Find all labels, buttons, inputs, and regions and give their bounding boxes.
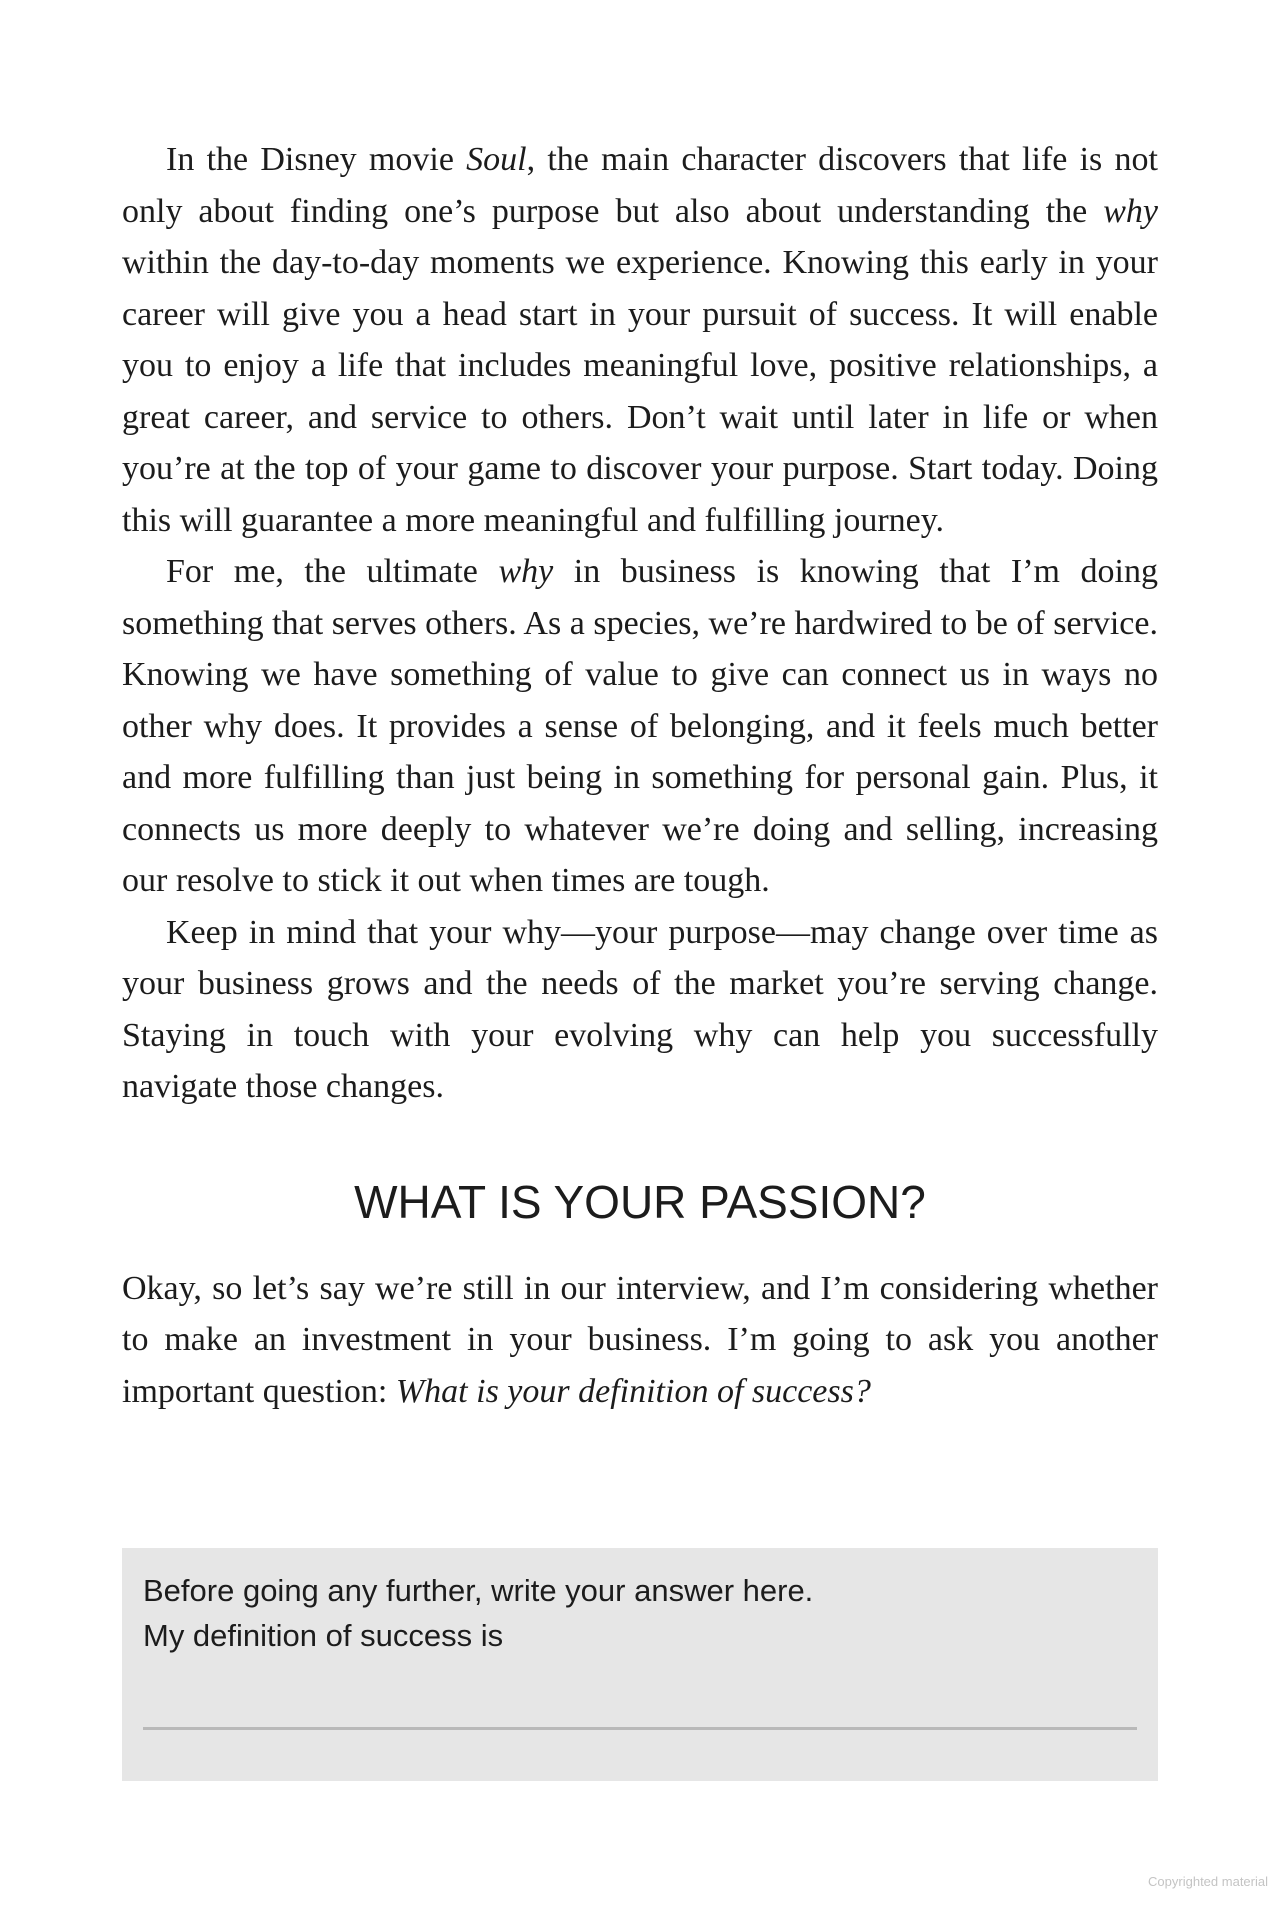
body-text <box>122 134 1158 1113</box>
text-run: in business is knowing that I’m doing something that serves others. As a species, we’re hardwired to be of service. Knowing we have something of value to give can connect us in ways no other why does. It provides a sense of belonging, and it feels much better and more fulfilling than just being in something for personal gain. Plus, it connects us more deeply to whatever we’re doing and selling, increasing our resolve to stick it out when times are tough. <box>122 553 1158 899</box>
text-run: For me, the ultimate <box>166 553 499 590</box>
body-paragraph <box>122 134 1158 546</box>
section-paragraph <box>122 1263 1158 1418</box>
italic-emphasis: Soul <box>466 141 527 178</box>
text-run: In the Disney movie <box>166 141 467 178</box>
body-paragraph <box>122 907 1158 1113</box>
section-heading: WHAT IS YOUR PASSION? <box>354 1175 926 1228</box>
italic-emphasis: why <box>1103 192 1158 230</box>
page-body <box>122 134 1158 1417</box>
answer-prompt: Before going any further, write your answer here. <box>143 1573 814 1608</box>
answer-write-line[interactable] <box>143 1727 1137 1730</box>
italic-emphasis: why <box>498 553 554 590</box>
italic-emphasis: What is your definition of success? <box>395 1372 871 1410</box>
answer-box <box>122 1548 1158 1781</box>
copyright-notice: Copyrighted material <box>1148 1874 1268 1889</box>
answer-lead-in: My definition of success is <box>143 1618 504 1653</box>
text-run: Keep in mind that your why—your purpose—may change over time as your business grows and the needs of the market you’re serving change. Staying in touch with your evolving why can help you successfully navigate those changes. <box>122 913 1158 1105</box>
text-run: within the day-to-day moments we experience. Knowing this early in your career will give you a head start in your pursuit of success. It will enable you to enjoy a life that includes meaningful love, positive relationships, a great career, and service to others. Don’t wait until later in life or when you’re at the top of your game to discover your purpose. Start today. Doing this will guarantee a more meaningful and fulfilling journey. <box>122 244 1158 539</box>
body-paragraph <box>122 546 1158 907</box>
text-run: Okay, so let’s say we’re still in our interview, and I’m considering whether to make an investment in your business. I’m going to ask you another important question: <box>122 1269 1158 1410</box>
text-run: , the main character discovers that life is not only about finding one’s purpose but also about understanding the <box>122 141 1158 230</box>
